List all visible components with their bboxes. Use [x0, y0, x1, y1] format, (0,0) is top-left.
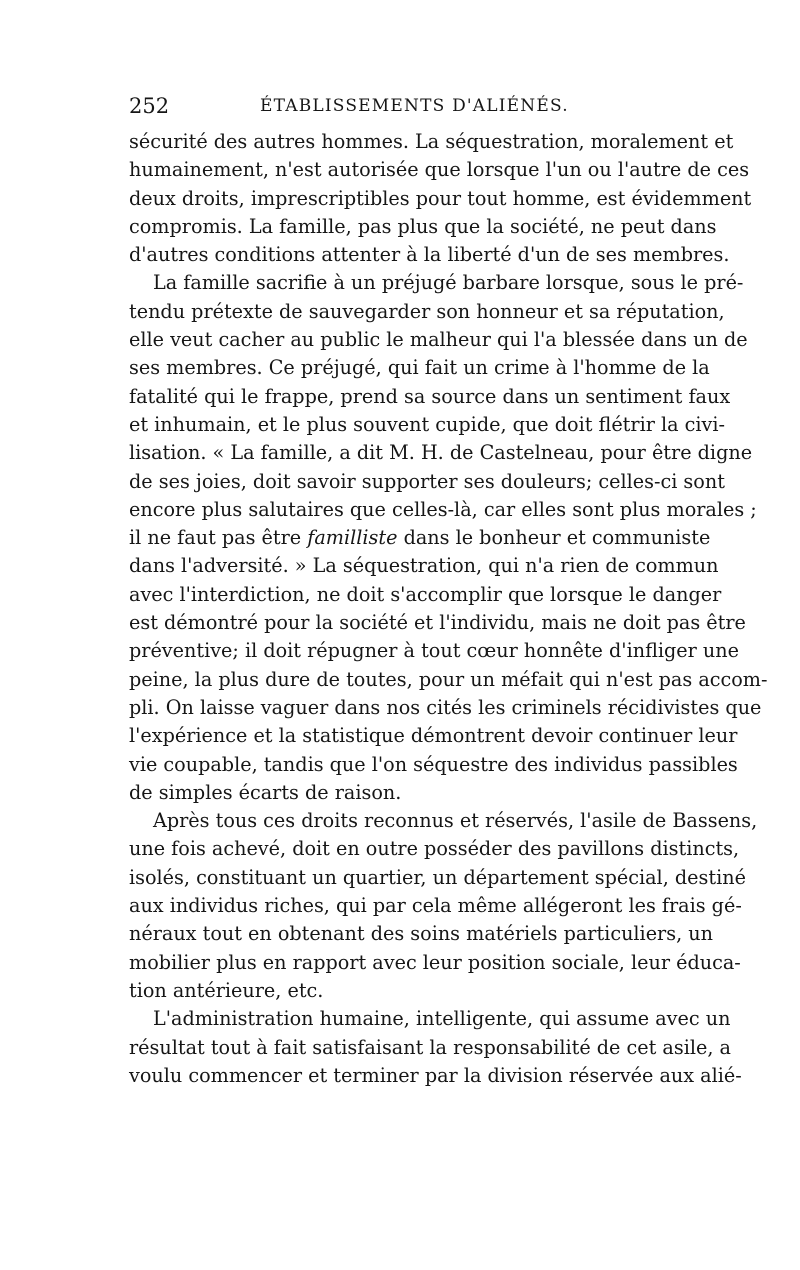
- text-line: voulu commencer et terminer par la division réservée aux alié-: [129, 1063, 742, 1087]
- page-header: [129, 92, 669, 120]
- text-line: elle veut cacher au public le malheur qui l'a blessée dans un de: [129, 328, 748, 352]
- text-line: tendu prétexte de sauvegarder son honneur et sa réputation,: [129, 299, 725, 323]
- text-line: d'autres conditions attenter à la liberté d'un de ses membres.: [129, 243, 730, 267]
- text-line: une fois achevé, doit en outre posséder des pavillons distincts,: [129, 837, 740, 861]
- text-line: isolés, constituant un quartier, un département spécial, destiné: [129, 865, 746, 889]
- text-line: humainement, n'est autorisée que lorsque l'un ou l'autre de ces: [129, 158, 750, 182]
- text-fragment: il ne faut pas être: [129, 526, 308, 550]
- paragraph-start-line: Après tous ces droits reconnus et réservés, l'asile de Bassens,: [153, 809, 758, 833]
- text-line: sécurité des autres hommes. La séquestration, moralement et: [129, 130, 734, 153]
- text-line: et inhumain, et le plus souvent cupide, que doit flétrir la civi-: [129, 412, 725, 436]
- text-line: de ses joies, doit savoir supporter ses douleurs; celles-ci sont: [129, 469, 725, 493]
- text-line: deux droits, imprescriptibles pour tout homme, est évidemment: [129, 186, 752, 210]
- body-text: [129, 128, 768, 1090]
- paragraph-start-line: L'administration humaine, intelligente, qui assume avec un: [153, 1007, 731, 1031]
- text-line: pli. On laisse vaguer dans nos cités les criminels récidivistes que: [129, 695, 762, 719]
- text-line: de simples écarts de raison.: [129, 780, 402, 804]
- text-line: est démontré pour la société et l'individu, mais ne doit pas être: [129, 611, 746, 635]
- text-line: vie coupable, tandis que l'on séquestre des individus passibles: [129, 752, 738, 776]
- text-line: aux individus riches, qui par cela même allégeront les frais gé-: [129, 894, 742, 918]
- page-number: 252: [129, 94, 170, 118]
- italic-word: familliste: [307, 526, 398, 550]
- text-line: lisation. « La famille, a dit M. H. de Castelneau, pour être digne: [129, 441, 753, 465]
- text-line: dans l'adversité. » La séquestration, qui n'a rien de commun: [129, 554, 719, 578]
- text-line: fatalité qui le frappe, prend sa source dans un sentiment faux: [129, 384, 731, 408]
- text-line: compromis. La famille, pas plus que la société, ne peut dans: [129, 214, 717, 238]
- paragraph-start-line: La famille sacrifie à un préjugé barbare lorsque, sous le pré-: [153, 271, 744, 295]
- text-line-with-italic: [129, 524, 711, 552]
- text-line: néraux tout en obtenant des soins matériels particuliers, un: [129, 922, 713, 946]
- text-line: avec l'interdiction, ne doit s'accomplir que lorsque le danger: [129, 582, 722, 606]
- text-line: mobilier plus en rapport avec leur position sociale, leur éduca-: [129, 950, 741, 974]
- text-line: préventive; il doit répugner à tout cœur honnête d'infliger une: [129, 639, 739, 663]
- text-line: ses membres. Ce préjugé, qui fait un crime à l'homme de la: [129, 356, 710, 380]
- text-fragment: dans le bonheur et communiste: [397, 526, 711, 550]
- text-line: peine, la plus dure de toutes, pour un méfait qui n'est pas accom-: [129, 667, 768, 691]
- text-line: résultat tout à fait satisfaisant la responsabilité de cet asile, a: [129, 1035, 731, 1059]
- running-head: ÉTABLISSEMENTS D'ALIÉNÉS.: [260, 96, 569, 116]
- text-line: l'expérience et la statistique démontrent devoir continuer leur: [129, 724, 738, 748]
- text-line: encore plus salutaires que celles-là, car elles sont plus morales ;: [129, 497, 757, 521]
- text-line: tion antérieure, etc.: [129, 978, 324, 1002]
